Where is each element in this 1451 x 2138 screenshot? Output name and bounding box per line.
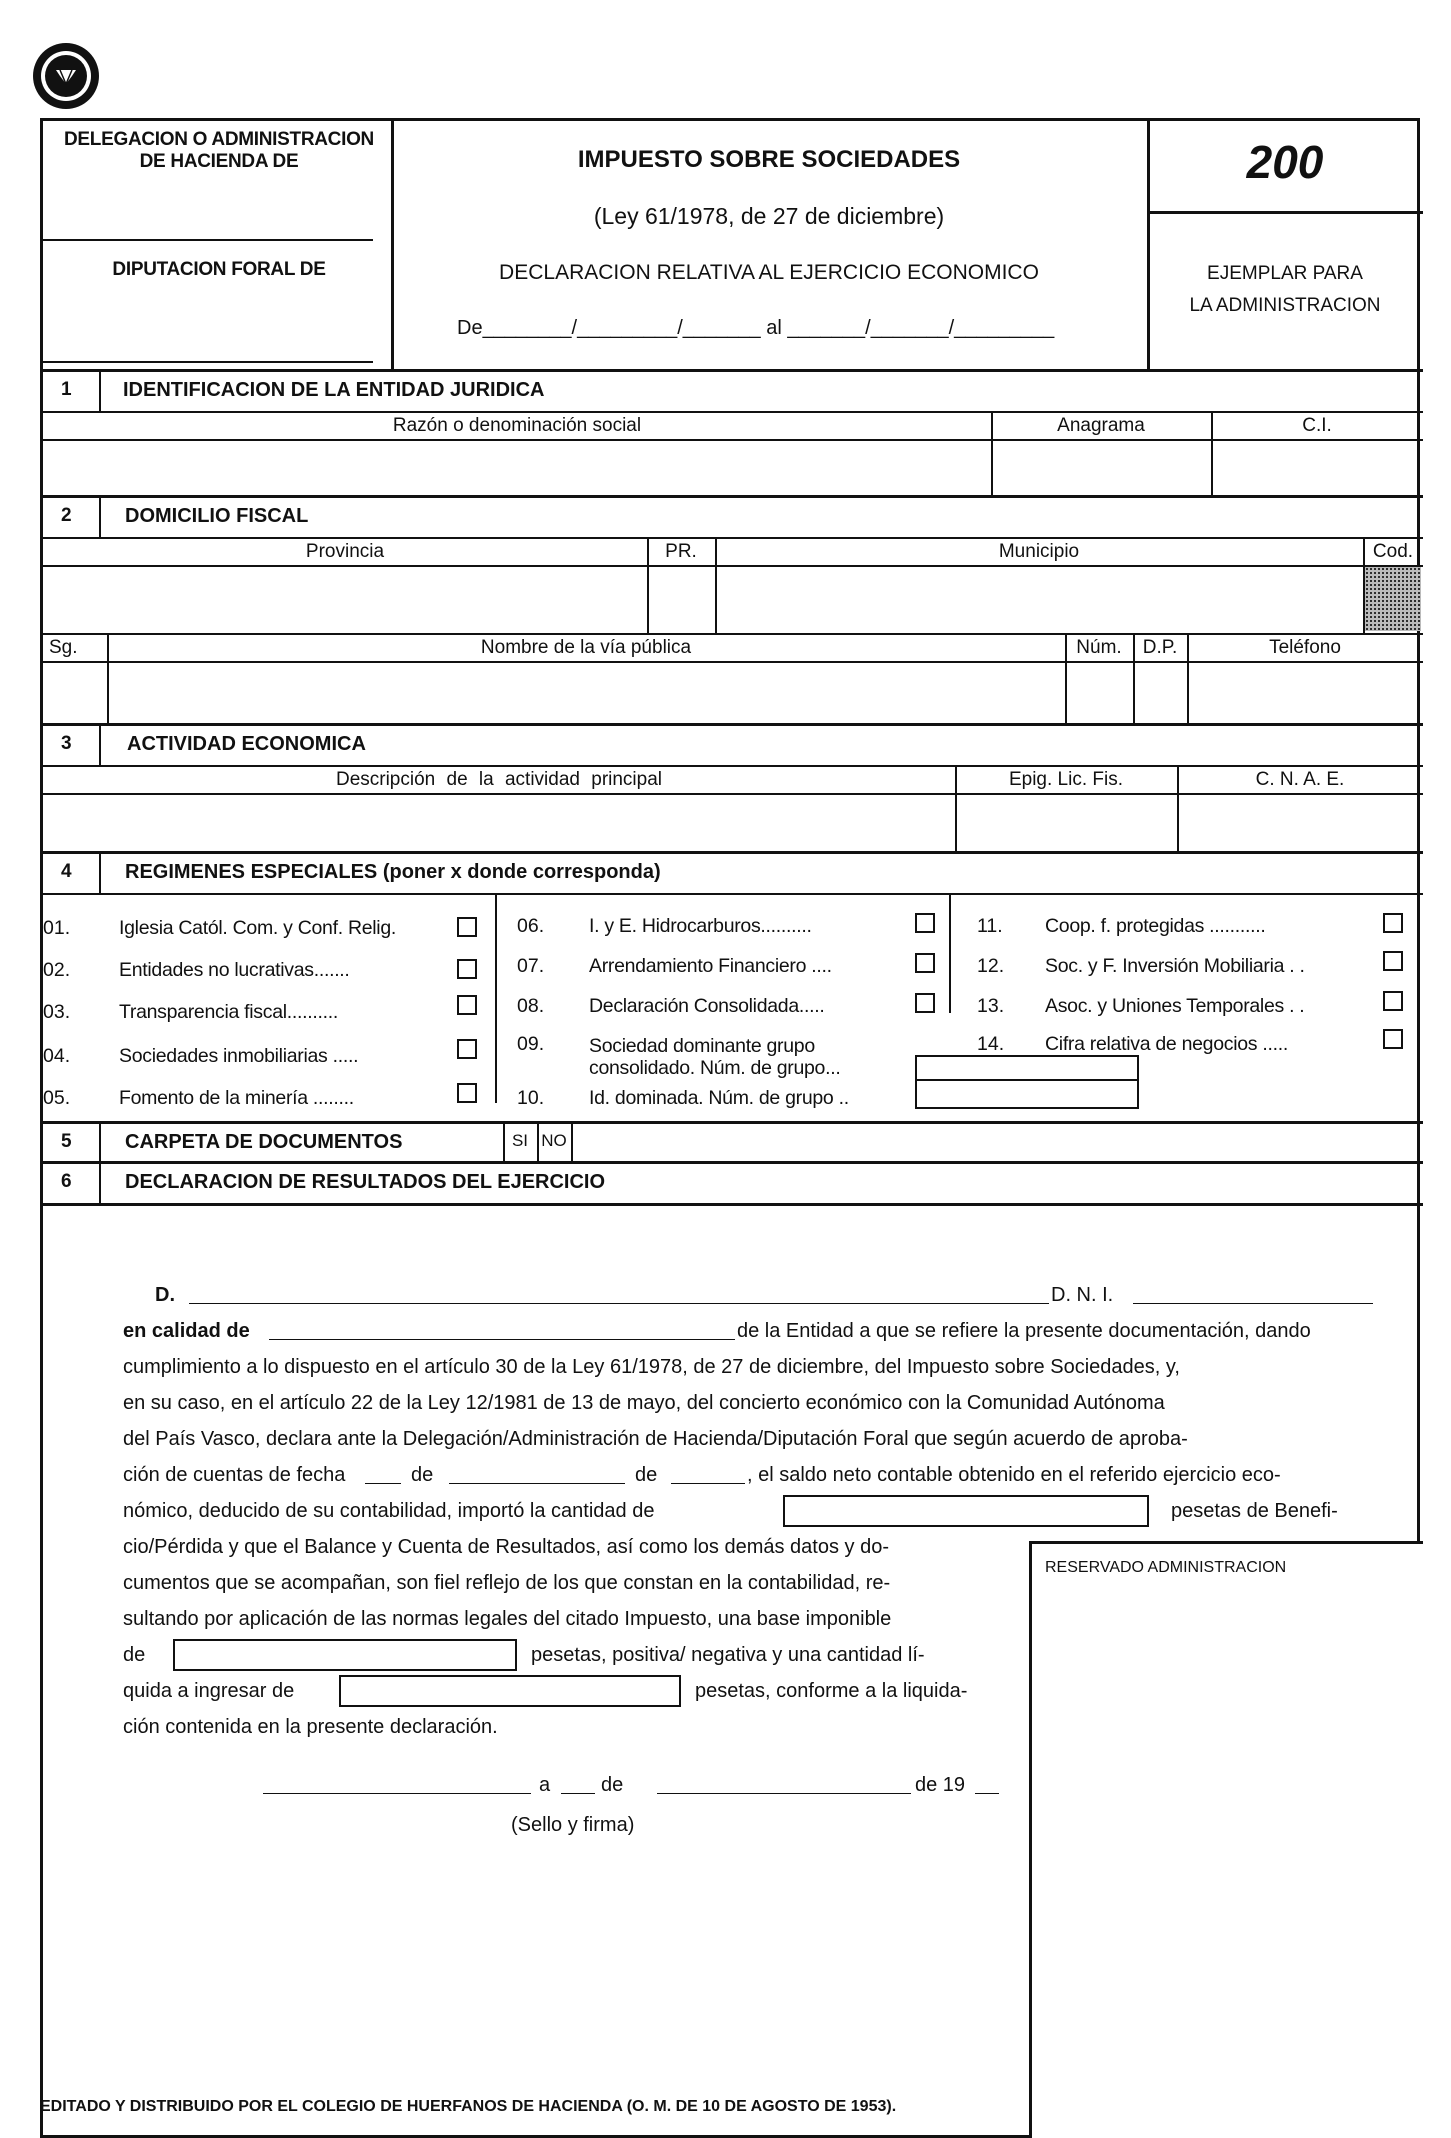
regimen-03-checkbox[interactable]: [457, 995, 477, 1015]
section-1-title: IDENTIFICACION DE LA ENTIDAD JURIDICA: [123, 379, 545, 401]
section-5-title: CARPETA DE DOCUMENTOS: [125, 1131, 403, 1153]
carpeta-no-option[interactable]: NO: [541, 1131, 567, 1150]
cantidad-ingresar-field[interactable]: [339, 1675, 681, 1707]
date-de-label: de: [601, 1774, 624, 1796]
regimen-07-label: Arrendamiento Financiero ....: [589, 955, 832, 977]
decl-line-10b: pesetas, positiva/ negativa y una cantidad lí-: [531, 1644, 925, 1666]
base-imponible-field[interactable]: [173, 1639, 517, 1671]
regimen-02-label: Entidades no lucrativas.......: [119, 959, 350, 981]
declarant-name-line[interactable]: [189, 1303, 1049, 1304]
place-line[interactable]: [263, 1793, 531, 1794]
regimen-01-checkbox[interactable]: [457, 917, 477, 937]
form-title: IMPUESTO SOBRE SOCIEDADES: [577, 146, 961, 173]
fecha-day-line[interactable]: [365, 1483, 401, 1484]
declarant-d-label: D.: [155, 1284, 175, 1306]
decl-line-9: sultando por aplicación de las normas legales del citado Impuesto, una base imponible: [123, 1608, 892, 1630]
fecha-month-line[interactable]: [449, 1483, 625, 1484]
decl-line-5a: ción de cuentas de fecha: [123, 1464, 346, 1486]
grupo-dominada-number-field[interactable]: [915, 1079, 1139, 1109]
razon-social-field[interactable]: [47, 443, 987, 493]
regimen-03-code: 03.: [43, 1001, 71, 1023]
cnae-field[interactable]: [1181, 797, 1419, 849]
regimen-09-label-2: consolidado. Núm. de grupo...: [589, 1057, 841, 1079]
date-day-line[interactable]: [561, 1793, 595, 1794]
copy-label-1: EJEMPLAR PARA: [1207, 263, 1363, 284]
regimen-11-code: 11.: [977, 915, 1003, 937]
dni-line[interactable]: [1133, 1303, 1373, 1304]
section-6-title: DECLARACION DE RESULTADOS DEL EJERCICIO: [125, 1171, 606, 1193]
decl-line-7: cio/Pérdida y que el Balance y Cuenta de Resultados, así como los demás datos y do-: [123, 1536, 889, 1558]
section-4-number: 4: [61, 861, 72, 882]
razon-social-label: Razón o denominación social: [392, 415, 642, 436]
provincia-label: Provincia: [305, 541, 385, 562]
regimen-13-checkbox[interactable]: [1383, 991, 1403, 1011]
section-2-number: 2: [61, 505, 72, 526]
copy-label-2: LA ADMINISTRACION: [1189, 295, 1381, 316]
regimen-06-label: I. y E. Hidrocarburos..........: [589, 915, 812, 937]
decl-line-5b: de: [411, 1464, 434, 1486]
cod-label: Cod.: [1372, 541, 1414, 562]
date-a-label: a: [539, 1774, 551, 1796]
date-year-label: de 19: [915, 1774, 966, 1796]
regimen-05-checkbox[interactable]: [457, 1083, 477, 1103]
via-publica-field[interactable]: [111, 665, 1061, 721]
diputacion-label: DIPUTACION FORAL DE: [112, 259, 326, 280]
date-year-line[interactable]: [975, 1793, 999, 1794]
publisher-footer: EDITADO Y DISTRIBUIDO POR EL COLEGIO DE HUERFANOS DE HACIENDA (O. M. DE 10 DE AGOSTO DE 1953).: [40, 2098, 897, 2115]
municipio-field[interactable]: [719, 569, 1359, 629]
sg-field[interactable]: [47, 665, 103, 721]
regimen-03-label: Transparencia fiscal..........: [119, 1001, 338, 1023]
regimen-13-label: Asoc. y Uniones Temporales . .: [1045, 995, 1305, 1017]
reservado-administracion-box: [1029, 1541, 1423, 2138]
decl-line-6a: nómico, deducido de su contabilidad, importó la cantidad de: [123, 1500, 655, 1522]
decl-line-10a: de: [123, 1644, 146, 1666]
dp-label: D.P.: [1142, 637, 1178, 658]
epigrafe-label: Epig. Lic. Fis.: [1008, 769, 1124, 790]
epigrafe-field[interactable]: [959, 797, 1173, 849]
regimen-11-checkbox[interactable]: [1383, 913, 1403, 933]
regimen-14-label: Cifra relativa de negocios .....: [1045, 1033, 1288, 1055]
regimen-02-code: 02.: [43, 959, 71, 981]
regimen-12-checkbox[interactable]: [1383, 951, 1403, 971]
regimen-11-label: Coop. f. protegidas ...........: [1045, 915, 1266, 937]
regimen-09-label: Sociedad dominante grupo: [589, 1035, 815, 1057]
calidad-label: en calidad de: [123, 1320, 250, 1342]
delegacion-label: DELEGACION O ADMINISTRACION: [64, 129, 374, 150]
date-month-line[interactable]: [657, 1793, 911, 1794]
actividad-descripcion-label: Descripción de la actividad principal: [335, 769, 663, 790]
numero-field[interactable]: [1069, 665, 1129, 721]
regimen-13-code: 13.: [977, 995, 1005, 1017]
regimen-08-label: Declaración Consolidada.....: [589, 995, 825, 1017]
ci-field[interactable]: [1215, 443, 1419, 493]
carpeta-si-option[interactable]: SI: [511, 1131, 529, 1150]
regimen-06-code: 06.: [517, 915, 545, 937]
regimen-04-label: Sociedades inmobiliarias .....: [119, 1045, 359, 1067]
decl-line-5d: , el saldo neto contable obtenido en el referido ejercicio eco-: [747, 1464, 1281, 1486]
regimen-08-code: 08.: [517, 995, 545, 1017]
regimen-05-code: 05.: [43, 1087, 71, 1109]
provincia-field[interactable]: [47, 569, 643, 629]
form-frame: [40, 118, 1420, 2138]
regimen-06-checkbox[interactable]: [915, 913, 935, 933]
section-3-title: ACTIVIDAD ECONOMICA: [127, 733, 366, 755]
cnae-label: C. N. A. E.: [1255, 769, 1345, 790]
declaration-heading: DECLARACION RELATIVA AL EJERCICIO ECONOMICO: [499, 261, 1039, 284]
cod-shaded-area: [1365, 567, 1421, 631]
telefono-field[interactable]: [1191, 665, 1419, 721]
sg-label: Sg.: [49, 637, 78, 658]
regimen-10-label: Id. dominada. Núm. de grupo ..: [589, 1087, 849, 1109]
regimen-12-code: 12.: [977, 955, 1005, 977]
regimen-14-checkbox[interactable]: [1383, 1029, 1403, 1049]
calidad-line[interactable]: [269, 1339, 735, 1340]
anagrama-label: Anagrama: [1057, 415, 1145, 436]
regimen-01-code: 01.: [43, 917, 71, 939]
section-4-title: REGIMENES ESPECIALES (poner x donde corresponda): [125, 861, 661, 883]
reservado-label: RESERVADO ADMINISTRACION: [1045, 1559, 1287, 1576]
fiscal-year-dates[interactable]: De________/_________/_______ al _______/_______/_________: [457, 317, 1055, 339]
decl-line-5c: de: [635, 1464, 658, 1486]
regimen-01-label: Iglesia Catól. Com. y Conf. Relig.: [119, 917, 396, 939]
decl-line-6b: pesetas de Benefi-: [1171, 1500, 1338, 1522]
hacienda-seal-logo: [30, 40, 102, 112]
law-reference: (Ley 61/1978, de 27 de diciembre): [593, 203, 945, 229]
section-6-number: 6: [61, 1171, 72, 1192]
regimen-12-label: Soc. y F. Inversión Mobiliaria . .: [1045, 955, 1305, 977]
anagrama-field[interactable]: [995, 443, 1207, 493]
regimen-07-checkbox[interactable]: [915, 953, 935, 973]
decl-line-8: cumentos que se acompañan, son fiel reflejo de los que constan en la contabilidad, re-: [123, 1572, 891, 1594]
regimen-04-checkbox[interactable]: [457, 1039, 477, 1059]
decl-line-2: cumplimiento a lo dispuesto en el artículo 30 de la Ley 61/1978, de 27 de diciembre, del Impuesto sobre Sociedades, y,: [123, 1356, 1180, 1378]
pr-field[interactable]: [651, 569, 711, 629]
decl-line-3: en su caso, en el artículo 22 de la Ley 12/1981 de 13 de mayo, del concierto económico con la Comunidad Autónoma: [123, 1392, 1165, 1414]
hacienda-label: DE HACIENDA DE: [139, 151, 299, 172]
model-number: 200: [1246, 136, 1324, 188]
regimen-04-code: 04.: [43, 1045, 71, 1067]
numero-label: Núm.: [1076, 637, 1122, 658]
decl-line-12: ción contenida en la presente declaración.: [123, 1716, 498, 1738]
section-3-number: 3: [61, 733, 72, 754]
section-1-number: 1: [61, 379, 72, 400]
section-5-number: 5: [61, 1131, 72, 1152]
sello-firma-label: (Sello y firma): [511, 1814, 635, 1836]
regimen-08-checkbox[interactable]: [915, 993, 935, 1013]
regimen-05-label: Fomento de la minería ........: [119, 1087, 354, 1109]
municipio-label: Municipio: [998, 541, 1080, 562]
decl-line-4: del País Vasco, declara ante la Delegación/Administración de Hacienda/Diputación Foral que según acuerdo de aproba-: [123, 1428, 1188, 1450]
decl-line-11a: quida a ingresar de: [123, 1680, 295, 1702]
regimen-09-code: 09.: [517, 1033, 545, 1055]
ci-label: C.I.: [1302, 415, 1332, 436]
section-2-title: DOMICILIO FISCAL: [125, 505, 309, 527]
fecha-year-line[interactable]: [671, 1483, 745, 1484]
saldo-neto-amount-field[interactable]: [783, 1495, 1149, 1527]
actividad-descripcion-field[interactable]: [47, 797, 951, 849]
dni-label: D. N. I.: [1051, 1284, 1114, 1306]
pr-label: PR.: [665, 541, 697, 562]
telefono-label: Teléfono: [1269, 637, 1341, 658]
regimen-10-code: 10.: [517, 1087, 545, 1109]
via-publica-label: Nombre de la vía pública: [480, 637, 692, 658]
regimen-14-code: 14.: [977, 1033, 1005, 1055]
decl-line-1: de la Entidad a que se refiere la presente documentación, dando: [737, 1320, 1311, 1342]
regimen-07-code: 07.: [517, 955, 545, 977]
decl-line-11b: pesetas, conforme a la liquida-: [695, 1680, 968, 1702]
dp-field[interactable]: [1137, 665, 1183, 721]
regimen-02-checkbox[interactable]: [457, 959, 477, 979]
